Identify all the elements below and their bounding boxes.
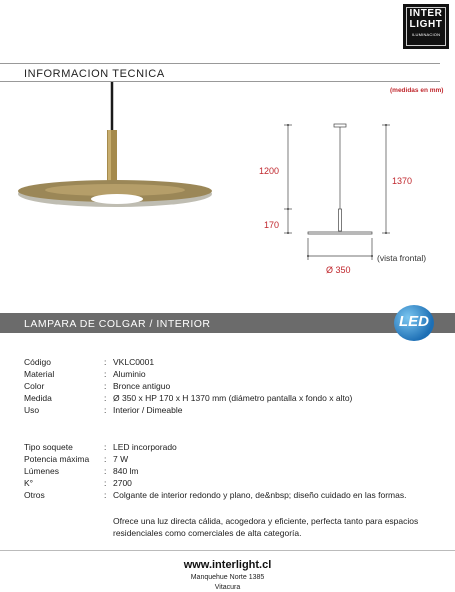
spec-value: Bronce antiguo [113,381,171,391]
spec-key: Medida [24,393,52,403]
spec-sep: : [104,490,107,500]
total-height-label: 1370 [392,176,413,186]
spec-sep: : [104,454,107,464]
spec-sep: : [104,381,107,391]
spec-value: Interior / Dimeable [113,405,183,415]
spec-sep: : [104,442,107,452]
spec-value: Aluminio [113,369,146,379]
logo-line1: INTER [409,8,443,19]
spec-sep: : [104,478,107,488]
spec-key: Uso [24,405,40,415]
section-title: INFORMACION TECNICA [24,68,165,80]
spec-value: Ø 350 x HP 170 x H 1370 mm (diámetro pantalla x fondo x alto) [113,393,353,403]
spec-key: Color [24,381,45,391]
logo-line3: ILUMINACION [411,32,441,37]
top-divider [0,63,440,64]
footer-address: Manquehue Norte 1385 [190,574,265,581]
spec-value: 7 W [113,454,129,464]
spec-value: LED incorporado [113,442,177,452]
diameter-label: Ø 350 [326,265,351,275]
spec-value: Colgante de interior redondo y plano, de&nbsp; diseño cuidado en las formas. [113,490,407,500]
spec-sep: : [104,369,107,379]
units-note: (medidas en mm) [390,87,444,94]
website-link[interactable]: www.interlight.cl [183,559,272,571]
spec-sep: : [104,405,107,415]
spec-key: K° [24,478,34,488]
spec-sep: : [104,357,107,367]
footer-city: Vitacura [214,584,241,591]
lamp-height-label: 170 [264,220,280,230]
spec-key: Otros [24,490,45,500]
lamp-photo [0,82,240,232]
spec-value: VKLC0001 [113,357,155,367]
cable-length-label: 1200 [259,166,280,176]
led-badge [394,305,434,341]
dimension-diagram [280,115,400,275]
spec-sep: : [104,393,107,403]
spec-key: Tipo soquete [24,442,73,452]
spec-value: 2700 [113,478,132,488]
spec-key: Potencia máxima [24,454,90,464]
logo-line2: LIGHT [409,19,443,30]
view-label: (vista frontal) [377,253,427,263]
spec-sep: : [104,466,107,476]
interlight-logo [403,4,449,49]
product-description: Ofrece una luz directa cálida, acogedora y eficiente, perfecta tanto para espacios residenciales como comerciales de alta categoría. [113,516,419,538]
spec-value: 840 lm [113,466,139,476]
spec-key: Lúmenes [24,466,59,476]
spec-key: Material [24,369,55,379]
product-title: LAMPARA DE COLGAR / INTERIOR [24,318,211,330]
spec-key: Código [24,357,51,367]
footer-divider [0,550,455,551]
led-badge-label: LED [399,313,429,330]
